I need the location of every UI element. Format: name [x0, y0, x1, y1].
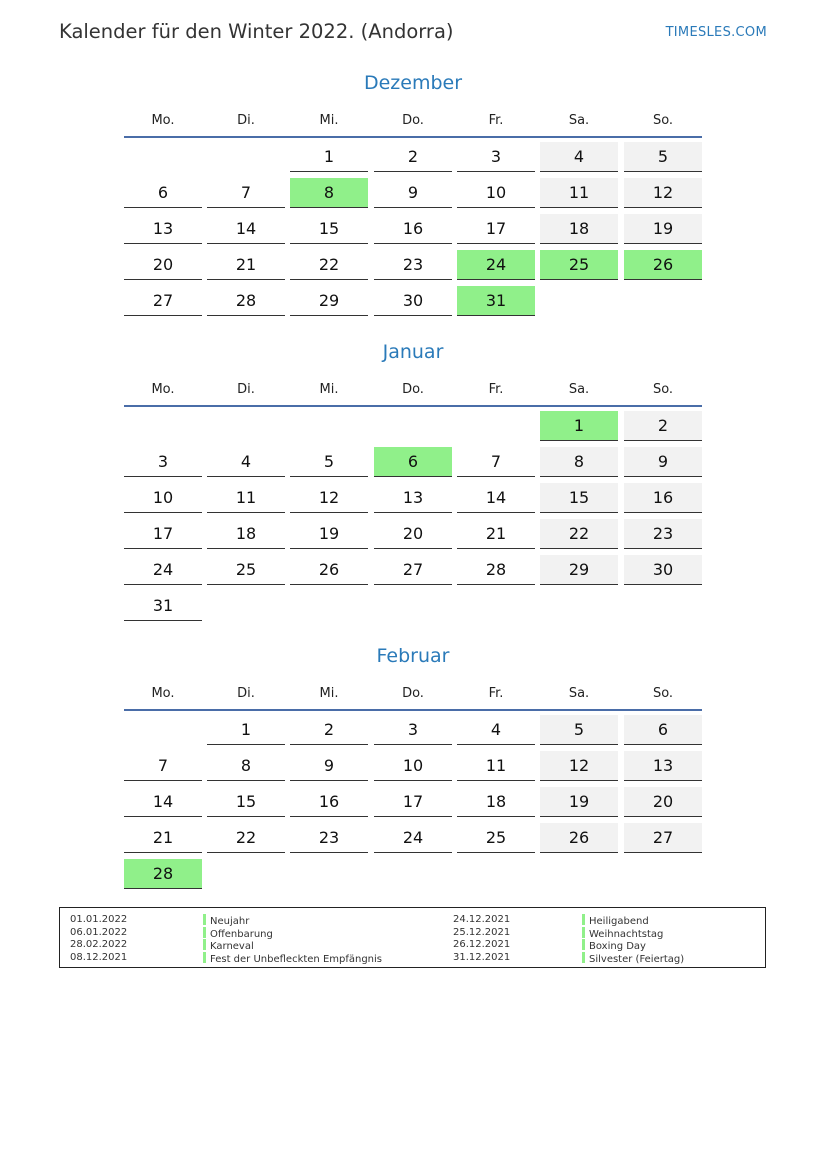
day-cell: 28	[457, 555, 535, 585]
day-cell: 10	[374, 751, 452, 781]
day-cell: 15	[207, 787, 285, 817]
day-cell: 16	[624, 483, 702, 513]
day-cell: 3	[124, 447, 202, 477]
day-cell: 12	[624, 178, 702, 208]
day-cell: 2	[624, 411, 702, 441]
holiday-marker-icon	[582, 927, 585, 938]
legend-holiday-label: Weihnachtstag	[589, 928, 664, 940]
day-cell: 10	[457, 178, 535, 208]
holiday-marker-icon	[203, 952, 206, 963]
legend-holiday-name	[203, 939, 254, 952]
day-cell: 27	[374, 555, 452, 585]
day-cell: 19	[290, 519, 368, 549]
day-cell: 14	[124, 787, 202, 817]
legend-holiday-name	[582, 927, 663, 940]
holiday-legend	[59, 907, 766, 968]
day-cell: 4	[207, 447, 285, 477]
day-cell: 18	[540, 214, 618, 244]
weekday-header: Sa.	[568, 382, 590, 397]
legend-holiday-label: Neujahr	[210, 916, 250, 927]
day-cell: 23	[374, 250, 452, 280]
holiday-day-cell: 24	[457, 250, 535, 280]
weekday-header: Mi.	[319, 113, 339, 128]
header-divider	[124, 136, 702, 138]
weekday-header: Sa.	[568, 113, 590, 128]
holiday-day-cell: 8	[290, 178, 368, 208]
holiday-marker-icon	[582, 939, 585, 950]
day-cell: 5	[624, 142, 702, 172]
day-cell: 26	[290, 555, 368, 585]
day-cell: 17	[124, 519, 202, 549]
day-cell: 16	[374, 214, 452, 244]
day-cell: 22	[540, 519, 618, 549]
day-cell: 13	[624, 751, 702, 781]
legend-date: 31.12.2021	[453, 951, 511, 963]
month-title: Dezember	[363, 72, 463, 94]
month-title: Januar	[382, 341, 444, 363]
day-cell: 22	[290, 250, 368, 280]
day-cell: 8	[540, 447, 618, 477]
holiday-marker-icon	[203, 927, 206, 938]
holiday-marker-icon	[203, 939, 206, 950]
day-cell: 11	[207, 483, 285, 513]
day-cell: 27	[124, 286, 202, 316]
legend-holiday-label: Silvester (Feiertag)	[589, 953, 685, 965]
legend-holiday-name	[203, 952, 382, 965]
weekday-header: Do.	[402, 382, 424, 397]
month-title: Februar	[376, 645, 450, 667]
legend-holiday-label: Heiligabend	[589, 916, 649, 927]
legend-date: 01.01.2022	[70, 914, 128, 925]
weekday-header: Do.	[402, 686, 424, 701]
holiday-day-cell: 28	[124, 859, 202, 889]
weekday-header: So.	[652, 686, 674, 701]
day-cell: 13	[374, 483, 452, 513]
day-cell: 7	[457, 447, 535, 477]
day-cell: 15	[290, 214, 368, 244]
day-cell: 22	[207, 823, 285, 853]
day-cell: 4	[457, 715, 535, 745]
legend-date: 28.02.2022	[70, 939, 128, 950]
legend-holiday-label: Fest der Unbefleckten Empfängnis	[210, 953, 383, 965]
weekday-header: Do.	[402, 113, 424, 128]
day-cell: 1	[290, 142, 368, 172]
weekday-header: Mo.	[151, 686, 175, 701]
day-cell: 12	[540, 751, 618, 781]
day-cell: 30	[374, 286, 452, 316]
day-cell: 9	[624, 447, 702, 477]
legend-holiday-name	[203, 927, 273, 940]
holiday-marker-icon	[582, 914, 585, 925]
legend-holiday-label: Boxing Day	[589, 941, 646, 952]
weekday-header: Fr.	[488, 382, 504, 397]
day-cell: 25	[457, 823, 535, 853]
day-cell: 30	[624, 555, 702, 585]
day-cell: 26	[540, 823, 618, 853]
legend-holiday-label: Offenbarung	[210, 928, 273, 940]
weekday-header: Mo.	[151, 382, 175, 397]
day-cell: 19	[540, 787, 618, 817]
day-cell: 21	[207, 250, 285, 280]
day-cell: 20	[124, 250, 202, 280]
day-cell: 18	[457, 787, 535, 817]
holiday-day-cell: 26	[624, 250, 702, 280]
day-cell: 7	[124, 751, 202, 781]
day-cell: 17	[374, 787, 452, 817]
day-cell: 31	[124, 591, 202, 621]
weekday-header: Sa.	[568, 686, 590, 701]
day-cell: 3	[374, 715, 452, 745]
legend-holiday-name	[582, 914, 649, 927]
day-cell: 1	[207, 715, 285, 745]
legend-date: 06.01.2022	[70, 926, 128, 938]
legend-holiday-name	[203, 914, 249, 927]
legend-holiday-name	[582, 939, 646, 952]
weekday-header: Di.	[237, 686, 255, 701]
day-cell: 21	[124, 823, 202, 853]
page-title: Kalender für den Winter 2022. (Andorra)	[59, 20, 454, 43]
day-cell: 7	[207, 178, 285, 208]
legend-date: 24.12.2021	[453, 914, 511, 925]
day-cell: 20	[374, 519, 452, 549]
weekday-header: Fr.	[488, 686, 504, 701]
day-cell: 9	[374, 178, 452, 208]
day-cell: 11	[457, 751, 535, 781]
day-cell: 18	[207, 519, 285, 549]
weekday-header: Mi.	[319, 382, 339, 397]
legend-holiday-name	[582, 952, 684, 965]
weekday-header: So.	[652, 113, 674, 128]
day-cell: 29	[290, 286, 368, 316]
day-cell: 28	[207, 286, 285, 316]
day-cell: 19	[624, 214, 702, 244]
day-cell: 24	[124, 555, 202, 585]
day-cell: 6	[124, 178, 202, 208]
legend-holiday-label: Karneval	[210, 941, 254, 952]
day-cell: 17	[457, 214, 535, 244]
day-cell: 5	[290, 447, 368, 477]
day-cell: 9	[290, 751, 368, 781]
day-cell: 14	[207, 214, 285, 244]
day-cell: 13	[124, 214, 202, 244]
day-cell: 4	[540, 142, 618, 172]
day-cell: 21	[457, 519, 535, 549]
weekday-header: Fr.	[488, 113, 504, 128]
day-cell: 20	[624, 787, 702, 817]
day-cell: 12	[290, 483, 368, 513]
holiday-day-cell: 6	[374, 447, 452, 477]
day-cell: 2	[374, 142, 452, 172]
weekday-header: Mo.	[151, 113, 175, 128]
legend-date: 25.12.2021	[453, 926, 511, 938]
day-cell: 25	[207, 555, 285, 585]
day-cell: 3	[457, 142, 535, 172]
day-cell: 16	[290, 787, 368, 817]
holiday-marker-icon	[582, 952, 585, 963]
legend-date: 26.12.2021	[453, 939, 511, 950]
day-cell: 29	[540, 555, 618, 585]
legend-date: 08.12.2021	[70, 951, 128, 963]
weekday-header: Di.	[237, 113, 255, 128]
holiday-marker-icon	[203, 914, 206, 925]
brand-link[interactable]: TIMESLES.COM	[665, 25, 767, 40]
weekday-header: So.	[652, 382, 674, 397]
header-divider	[124, 405, 702, 407]
header-divider	[124, 709, 702, 711]
day-cell: 10	[124, 483, 202, 513]
weekday-header: Mi.	[319, 686, 339, 701]
day-cell: 23	[624, 519, 702, 549]
day-cell: 6	[624, 715, 702, 745]
day-cell: 8	[207, 751, 285, 781]
holiday-day-cell: 25	[540, 250, 618, 280]
day-cell: 5	[540, 715, 618, 745]
day-cell: 24	[374, 823, 452, 853]
day-cell: 23	[290, 823, 368, 853]
holiday-day-cell: 31	[457, 286, 535, 316]
day-cell: 11	[540, 178, 618, 208]
day-cell: 15	[540, 483, 618, 513]
holiday-day-cell: 1	[540, 411, 618, 441]
weekday-header: Di.	[237, 382, 255, 397]
day-cell: 27	[624, 823, 702, 853]
day-cell: 2	[290, 715, 368, 745]
day-cell: 14	[457, 483, 535, 513]
